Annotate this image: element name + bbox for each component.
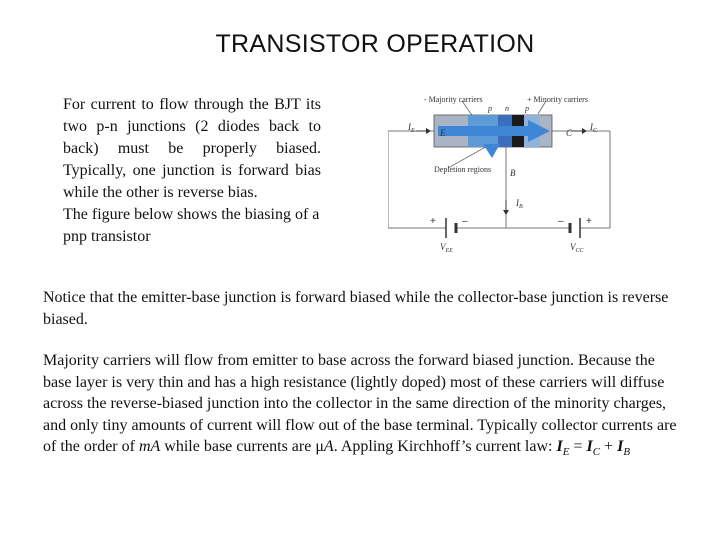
vee-minus-label: –	[462, 216, 468, 227]
carrier-flow-text-mid: while base currents are	[160, 438, 316, 456]
base-label: B	[510, 168, 516, 178]
unit-micro-symbol: μ	[315, 438, 324, 456]
base-current-label: $I_B$	[516, 198, 523, 210]
vee-plus-label: +	[430, 216, 436, 227]
intro-paragraph: For current to flow through the BJT its two p-n junctions (2 diodes back to back) must be properly biased. Typically, one junction is forward bias while the other is reverse bias.	[63, 96, 321, 201]
majority-carriers-label: - Majority carriers	[424, 95, 483, 104]
intro-text	[63, 94, 321, 248]
vcc-label: $V_{CC}$	[570, 242, 584, 254]
region-p-left-label: p	[488, 104, 492, 113]
collector-current-label: $I_C$	[590, 122, 598, 134]
minority-carriers-label: + Minority carriers	[527, 95, 588, 104]
page-title: TRANSISTOR OPERATION	[215, 30, 535, 58]
carrier-flow-paragraph	[43, 350, 683, 464]
unit-amp: A	[323, 438, 334, 456]
emitter-current-label: $I_E$	[408, 122, 415, 134]
eq-ie: I	[556, 438, 563, 456]
depletion-regions-label: Depletion regions	[434, 165, 492, 174]
eq-ie-sub: E	[562, 446, 570, 459]
pnp-transistor-biasing-figure	[388, 88, 613, 256]
eq-ib-sub: B	[623, 446, 631, 459]
eq-ic: I	[586, 438, 593, 456]
vcc-plus-label: +	[586, 216, 592, 227]
collector-label: C	[566, 128, 573, 138]
unit-milliamp: mA	[138, 438, 161, 456]
eq-ic-sub: C	[592, 446, 601, 459]
region-p-right-label: p	[525, 104, 529, 113]
vcc-minus-label: –	[558, 216, 564, 227]
carrier-flow-text: Majority carriers will flow from emitter to base across the forward biased junction. Because the base layer is very thin and has a high resistance (lightly doped) most of these carriers will diffuse across the reverse-biased junction into the collector in the same direction of the minority charges, and only tiny amounts of current will flow out of the base terminal. Typically collector currents are of the order of	[43, 352, 677, 456]
region-n-label: n	[505, 104, 509, 113]
eq-plus: +	[600, 438, 618, 456]
junction-bias-paragraph: Notice that the emitter-base junction is forward biased while the collector-base junction is reverse biased.	[43, 289, 669, 328]
kirchhoff-text: . Appling Kirchhoff’s current law:	[333, 438, 557, 456]
emitter-label: E	[440, 128, 446, 138]
eq-ib: I	[617, 438, 624, 456]
vee-label: $V_{EE}$	[440, 242, 453, 254]
eq-equals: =	[569, 438, 587, 456]
intro-figure-caption: The figure below shows the biasing of a pnp transistor	[63, 206, 320, 245]
